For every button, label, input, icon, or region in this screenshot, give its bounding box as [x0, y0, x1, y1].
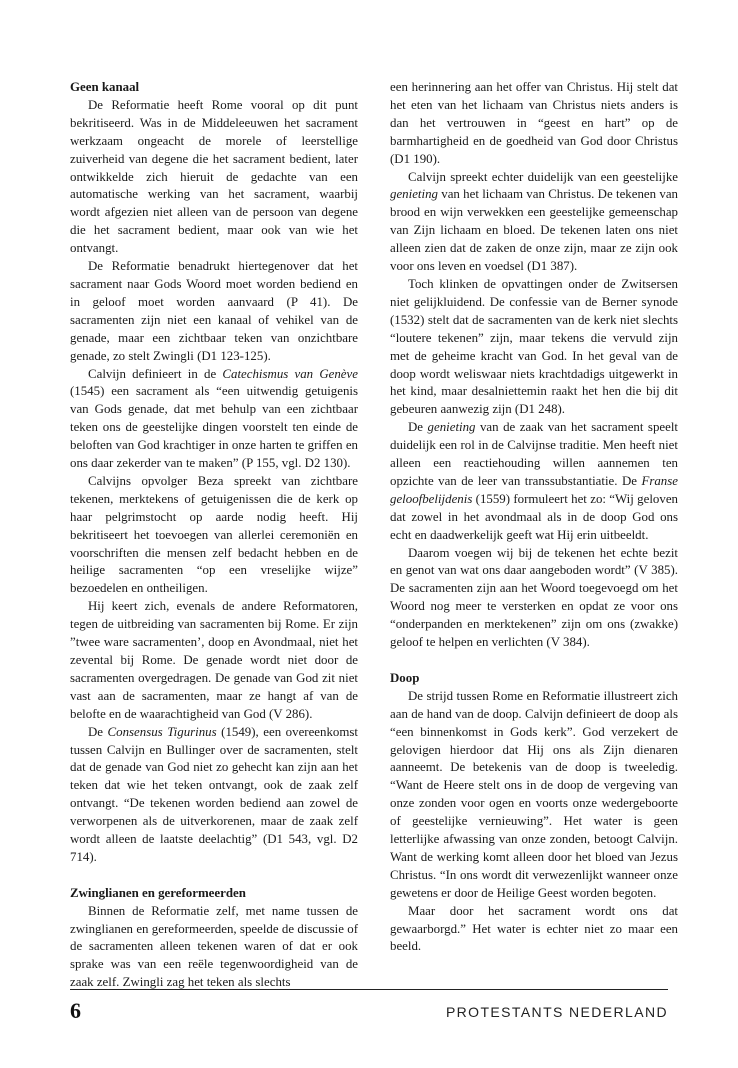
italic-title: Consensus Tigurinus [107, 724, 217, 739]
paragraph: De Reformatie heeft Rome vooral op dit punt bekritiseerd. Was in de Middeleeuwen het sacrament werkzaam ongeacht de morele of leerstellige zuiverheid van degene die het sacrament bedient, later ontwikkelde zich hieruit de gedachte van een automatische werking van het sacrament, waarbij wordt afgezien niet alleen van de persoon van degene die het sacrament bedient, maar ook van wie het ontvangt. [70, 97, 358, 256]
text-run: van de zaak van het sacrament speelt duidelijk een rol in de Calvijnse traditie. Men heeft niet alleen een reactiehouding willen aannemen ten opzichte van de leer van transsubstantiatie. De [390, 420, 678, 488]
paragraph: Daarom voegen wij bij de tekenen het echte bezit en genot van wat ons daar aangeboden wordt” (V 385). De sacramenten zijn aan het Woord toegevoegd om het Woord nog meer te versterken en opdat ze voor ons “onderpanden en merktekenen” zijn om ons (zwakke) geloof te helpen en verlichten (V 384). [390, 545, 678, 650]
paragraph [390, 419, 678, 544]
text-run: Calvijn definieert in de [88, 366, 223, 381]
paragraph: Hij keert zich, evenals de andere Reformatoren, tegen de uitbreiding van sacramenten bij Rome. Er zijn ”twee ware sacramenten’, doop en Avondmaal, niet het zevental bij Rome. De genade wordt niet door de sacramenten overgedragen. De genade van God zit niet vast aan de sacramenten, maar ze hangt af van de belofte en de waarachtigheid van God (V 286). [70, 599, 358, 721]
section-heading-geen-kanaal: Geen kanaal [70, 80, 140, 94]
paragraph [70, 366, 358, 473]
italic-title: Catechismus van Genève [222, 366, 358, 381]
paragraph: De strijd tussen Rome en Reformatie illustreert zich aan de hand van de doop. Calvijn definieert de doop als “een binnenkomst in Gods kerk”. God verzekert de gelovigen hierdoor dat Hij ons als Zijn dienaren aanneemt. De betekenis van de doop is tweeledig. “Want de Heere stelt ons in de doop de vergeving van onze zonden voor ogen en voorts onze wedergeboorte of geestelijke vernieuwing”. Het water is geen letterlijke afwassing van onze zonden, betoogt Calvijn. Want de werking komt alleen door het bloed van Jezus Christus. “In ons wordt dit verwezenlijkt wanneer onze gewetens er door de Heilige Geest worden begoten. [390, 688, 678, 900]
page-number: 6 [70, 998, 81, 1023]
left-column [70, 79, 358, 992]
text-run: (1559) formuleert het zo: “Wij geloven dat zowel in het avondmaal als in de doop God ons echt en daadwerkelijk geeft wat Hij erin uitbeeldt. [390, 491, 678, 542]
text-run: van het lichaam van Christus. De tekenen van brood en wijn verwekken een geestelijke gemeenschap van Zijn lichaam en bloed. De tekenen laten ons niet alleen zien dat de zaken de onze zijn, maar ze zijn ook voor ons leven en voedsel (D1 387). [390, 187, 678, 274]
publication-name: PROTESTANTS NEDERLAND [445, 1004, 668, 1020]
paragraph [70, 724, 358, 867]
paragraph: Maar door het sacrament wordt ons dat gewaarborgd.” Het water is echter niet zo maar een beeld. [390, 903, 678, 954]
text-run: Calvijn spreekt echter duidelijk van een geestelijke [408, 169, 678, 184]
text-run: De [408, 420, 428, 435]
text-run: De [88, 724, 108, 739]
paragraph: De Reformatie benadrukt hiertegenover dat het sacrament naar Gods Woord moet worden bediend en in geloof moet worden aanvaard (P 41). De sacramenten zijn niet een kanaal of vehikel van de genade, maar een zichtbaar teken van onzichtbare genade, zo stelt Zwingli (D1 123-125). [70, 259, 358, 363]
right-column [390, 79, 678, 956]
section-heading-zwinglianen: Zwinglianen en gereformeerden [70, 885, 246, 900]
paragraph: Calvijns opvolger Beza spreekt van zichtbare tekenen, merktekens of getuigenissen die de kerk op haar pelgrimstocht op aarde nodig heeft. Hij bekritiseert het toevoegen van allerlei ceremoniën en voorschriften die mensen zelf bedacht hebben en de heilige sacramenten “op een vreselijke wijze” bezoedelen en ontheiligen. [70, 473, 358, 596]
paragraph [390, 169, 678, 276]
paragraph: Binnen de Reformatie zelf, met name tussen de zwinglianen en gereformeerden, speelde de discussie of de sacramenten alleen tekenen waren of dat er ook sprake was van een reële tegenwoordigheid van de zaak zelf. Zwingli zag het teken als slechts [70, 903, 358, 990]
italic-title: Franse geloofbelijdenis [390, 473, 678, 506]
footer-rule [70, 989, 668, 990]
italic-term: genieting [390, 187, 438, 202]
italic-term: genieting [427, 420, 476, 435]
section-heading-doop: Doop [390, 670, 420, 685]
text-run: (1545) een sacrament als “een uitwendig getuigenis van Gods genade, dat met behulp van een zichtbaar teken ons de geestelijke dingen voorstelt ten einde de beloften van God krachtiger in onze harten te griffen en ons daar zekerder van te maken” (P 155, vgl. D2 130). [70, 384, 358, 471]
paragraph: een herinnering aan het offer van Christus. Hij stelt dat het eten van het lichaam van Christus niets anders is dan het vertrouwen in “geest en hart” op de barmhartigheid en de goedheid van God door Christus (D1 190). [390, 80, 678, 166]
text-run: (1549), een overeenkomst tussen Calvijn en Bullinger over de sacramenten, stelt dat de genade van God niet zo gehecht kan zijn aan het teken dat wie het teken ontvangt, ook de zaak zelf ontvangt. “De tekenen worden bediend aan zowel de verworpenen als de uitverkorenen, maar de zaak zelf wordt alleen de laatste deelachtig” (D1 543, vgl. D2 714). [70, 724, 358, 864]
paragraph: Toch klinken de opvattingen onder de Zwitsersen niet gelijkluidend. De confessie van de Berner synode (1532) stelt dat de sacramenten van de kerk niet slechts “loutere tekenen” zijn, maar tekens die vervuld zijn met de geheime kracht van God. In het geval van de doop wordt weliswaar niets krachtdadigs uitgewerkt in het kind, maar desalniettemin raakt het hen die bij dit gebeuren aanwezig zijn (D1 248). [390, 276, 678, 417]
